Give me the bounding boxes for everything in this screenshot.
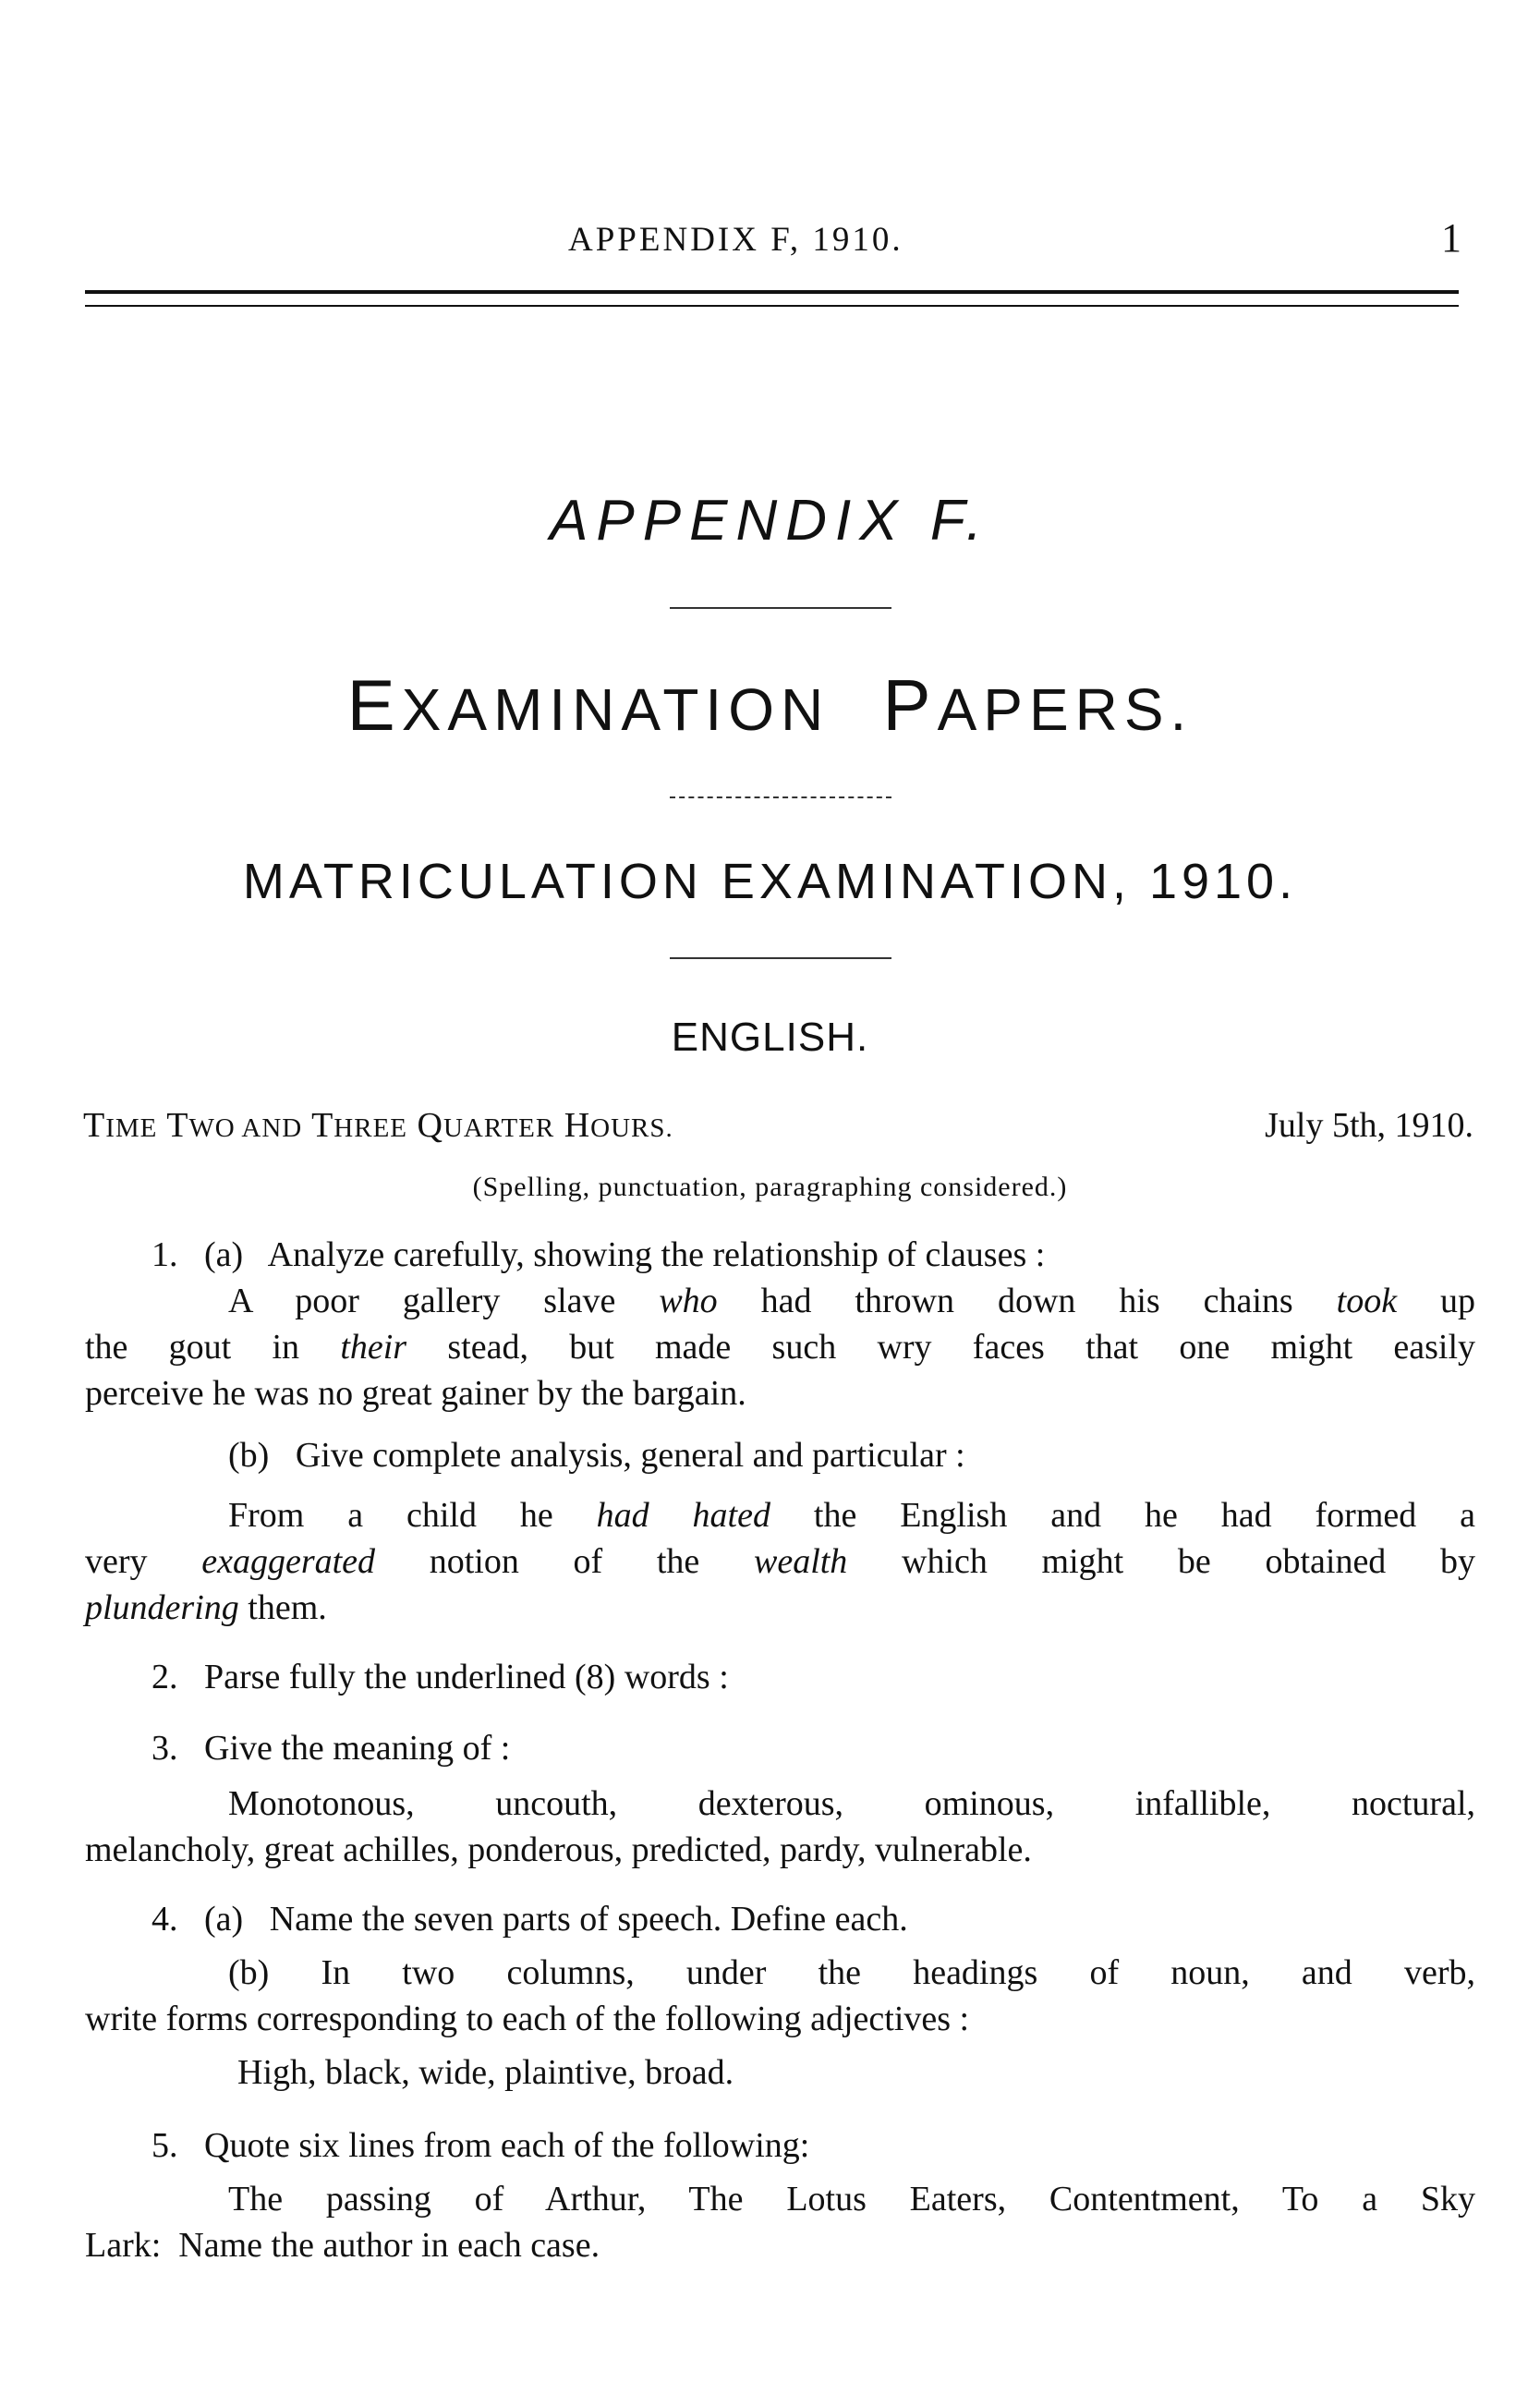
passage-text: the gout in: [85, 1328, 300, 1367]
running-title: APPENDIX F, 1910.: [568, 221, 903, 259]
part-label: (a): [204, 1900, 244, 1939]
time-small: HREE: [333, 1113, 407, 1143]
papers-word-initial: P: [882, 664, 938, 746]
question-text-line: [85, 2222, 1475, 2268]
question-1-b: [228, 1432, 1475, 1478]
passage-italic: exaggerated: [201, 1542, 376, 1581]
passage-text: A poor gallery slave: [228, 1282, 616, 1320]
question-3: [152, 1725, 1475, 1771]
question-text: write forms corresponding to each of the following adjectives :: [85, 2000, 970, 2038]
question-number: 3.: [152, 1729, 178, 1768]
time-cap: T: [83, 1106, 106, 1145]
matriculation-title: MATRICULATION EXAMINATION, 1910.: [242, 854, 1298, 909]
questions: [85, 0, 1475, 2407]
question-text: Analyze carefully, showing the relationship of clauses :: [267, 1235, 1046, 1274]
question-number: 1.: [152, 1235, 178, 1274]
question-1-a: [152, 1232, 1475, 1278]
passage-text: them.: [248, 1588, 327, 1627]
passage-text: perceive he was no great gainer by the bargain.: [85, 1374, 746, 1413]
passage-line: [85, 1370, 1475, 1416]
instructions-note: (Spelling, punctuation, paragraphing considered.): [472, 1172, 1068, 1202]
question-text: In two columns, under the headings of noun, and verb,: [321, 1953, 1475, 1992]
word-list-line: [237, 2049, 1475, 2096]
time-cap: H: [564, 1106, 591, 1145]
word-list-text: melancholy, great achilles, ponderous, predicted, pardy, vulnerable.: [85, 1830, 1032, 1869]
time-small: OURS.: [590, 1113, 673, 1143]
time-small: UARTER: [443, 1113, 555, 1143]
question-number: 4.: [152, 1900, 178, 1939]
question-4-a: [152, 1896, 1475, 1942]
time-small: IME: [105, 1113, 158, 1143]
passage-italic: took: [1336, 1282, 1398, 1320]
question-5: [152, 2122, 1475, 2169]
word-list-text: High, black, wide, plaintive, broad.: [237, 2053, 734, 2092]
question-text: Parse fully the underlined (8) words :: [204, 1658, 729, 1696]
passage-line: [85, 1538, 1475, 1585]
page-number: 1: [1441, 215, 1464, 261]
word-list-text: Monotonous, uncouth, dexterous, ominous, infallible, noctural,: [228, 1784, 1475, 1823]
exam-word-initial: E: [346, 664, 402, 746]
passage-italic: had hated: [596, 1496, 770, 1535]
exam-date: July 5th, 1910.: [1265, 1106, 1473, 1145]
passage-text: From a child he: [228, 1496, 553, 1535]
passage-italic: plundering: [85, 1588, 239, 1627]
subject-title: ENGLISH.: [671, 1015, 869, 1060]
passage-italic: who: [659, 1282, 718, 1320]
question-text: Lark:: [85, 2226, 162, 2265]
time-cap: T: [166, 1106, 189, 1145]
question-4-b: [228, 1950, 1475, 1996]
passage-text: the English and he had formed a: [813, 1496, 1476, 1535]
question-2: [152, 1654, 1475, 1700]
question-text: Name the seven parts of speech. Define each.: [269, 1900, 908, 1939]
passage-text: notion of the: [429, 1542, 700, 1581]
question-number: 5.: [152, 2126, 178, 2165]
passage-italic: wealth: [753, 1542, 848, 1581]
passage-text: had thrown down his chains: [760, 1282, 1293, 1320]
word-list-line: [85, 1827, 1475, 1873]
passage-text: up: [1440, 1282, 1476, 1320]
question-text: Name the author in each case.: [178, 2226, 600, 2265]
passage-text: stead, but made such wry faces that one might easily: [447, 1328, 1476, 1367]
time-cap: Q: [417, 1106, 443, 1145]
time-cap: T: [311, 1106, 334, 1145]
passage-italic: their: [340, 1328, 407, 1367]
question-text: Give the meaning of :: [204, 1729, 511, 1768]
passage-line: [228, 1492, 1475, 1538]
part-label: (b): [228, 1436, 270, 1475]
passage-line: [85, 1585, 1475, 1631]
question-text: The passing of Arthur, The Lotus Eaters, Contentment, To a Sky: [228, 2180, 1475, 2219]
question-text: Give complete analysis, general and particular :: [295, 1436, 965, 1475]
papers-word-rest: APERS.: [937, 676, 1194, 743]
passage-text: very: [85, 1542, 148, 1581]
question-number: 2.: [152, 1658, 178, 1696]
word-list-line: [228, 1781, 1475, 1827]
part-label: (b): [228, 1953, 270, 1992]
question-text: Quote six lines from each of the following:: [204, 2126, 810, 2165]
time-small: WO AND: [188, 1113, 303, 1143]
appendix-title: APPENDIX F.: [550, 489, 990, 553]
passage-text: which might be obtained by: [902, 1542, 1475, 1581]
passage-line: [228, 1278, 1475, 1324]
question-text-line: [85, 1996, 1475, 2042]
passage-line: [85, 1324, 1475, 1370]
question-text-line: [228, 2176, 1475, 2222]
part-label: (a): [204, 1235, 244, 1274]
exam-word-rest: XAMINATION: [401, 676, 831, 743]
